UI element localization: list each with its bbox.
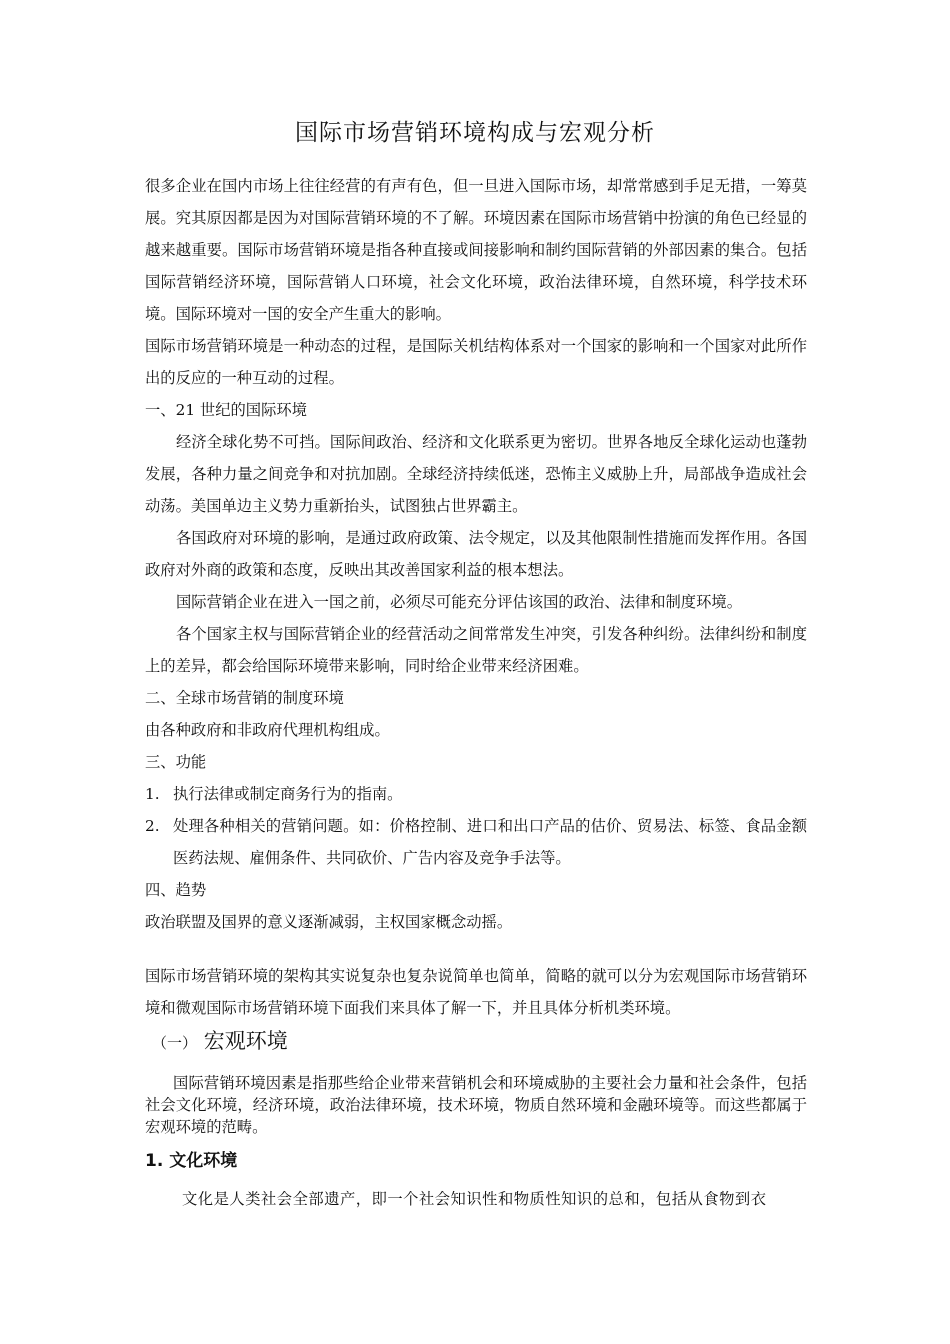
section1-paragraph-2: 各国政府对环境的影响，是通过政府政策、法令规定，以及其他限制性措施而发挥作用。各国政府对外商的政策和态度，反映出其改善国家利益的根本想法。 — [145, 529, 807, 579]
macro-heading-text: 宏观环境 — [203, 1029, 288, 1053]
functions-list — [145, 778, 807, 874]
bridge-paragraph: 国际市场营销环境的架构其实说复杂也复杂说简单也简单，简略的就可以分为宏观国际市场营销环境和微观国际市场营销环境下面我们来具体了解一下，并且具体分析机类环境。 — [145, 967, 807, 1017]
macro-heading-number: （一） — [152, 1034, 198, 1052]
list-item — [145, 778, 807, 810]
section2-heading: 二、全球市场营销的制度环境 — [145, 689, 344, 707]
intro-paragraph-1: 很多企业在国内市场上往往经营的有声有色，但一旦进入国际市场，却常常感到手足无措，一筹莫展。究其原因都是因为对国际营销环境的不了解。环境因素在国际市场营销中扮演的角色已经显的越来越重要。国际市场营销环境是指各种直接或间接影响和制约国际营销的外部因素的集合。包括国际营销经济环境，国际营销人口环境，社会文化环境，政治法律环境，自然环境，科学技术环境。国际环境对一国的安全产生重大的影响。 — [145, 177, 807, 323]
section1-paragraph-1: 经济全球化势不可挡。国际间政治、经济和文化联系更为密切。世界各地反全球化运动也蓬勃发展，各种力量之间竞争和对抗加剧。全球经济持续低迷，恐怖主义威胁上升，局部战争造成社会动荡。美国单边主义势力重新抬头，试图独占世界霸主。 — [145, 433, 807, 515]
list-item-number: 2. — [145, 817, 160, 835]
paragraph-gap — [145, 938, 807, 960]
culture-heading: 1. 文化环境 — [145, 1151, 238, 1171]
section1-heading: 一、21 世纪的国际环境 — [145, 401, 307, 419]
list-item — [145, 810, 807, 874]
list-item-number: 1. — [145, 785, 160, 803]
section4-text: 政治联盟及国界的意义逐渐减弱，主权国家概念动摇。 — [145, 913, 513, 931]
section1-paragraph-3: 国际营销企业在进入一国之前，必须尽可能充分评估该国的政治、法律和制度环境。 — [176, 593, 742, 611]
macro-paragraph: 国际营销环境因素是指那些给企业带来营销机会和环境威胁的主要社会力量和社会条件，包括社会文化环境，经济环境，政治法律环境，技术环境，物质自然环境和金融环境等。而这些都属于宏观环境的范畴。 — [145, 1074, 807, 1136]
section3-heading: 三、功能 — [145, 753, 207, 771]
list-item-text: 处理各种相关的营销问题。如：价格控制、进口和出口产品的估价、贸易法、标签、食品金额医药法规、雇佣条件、共同砍价、广告内容及竞争手法等。 — [173, 817, 807, 867]
list-item-text: 执行法律或制定商务行为的指南。 — [173, 785, 403, 803]
section4-heading: 四、趋势 — [145, 881, 207, 899]
section2-text: 由各种政府和非政府代理机构组成。 — [145, 721, 390, 739]
main-body — [145, 170, 807, 1024]
macro-heading — [152, 1026, 288, 1058]
document-title: 国际市场营销环境构成与宏观分析 — [295, 120, 655, 146]
section1-paragraph-4: 各个国家主权与国际营销企业的经营活动之间常常发生冲突，引发各种纠纷。法律纠纷和制度上的差异，都会给国际环境带来影响，同时给企业带来经济困难。 — [145, 625, 807, 675]
culture-paragraph: 文化是人类社会全部遗产，即一个社会知识性和物质性知识的总和，包括从食物到衣 — [182, 1190, 767, 1208]
intro-paragraph-2: 国际市场营销环境是一种动态的过程，是国际关机结构体系对一个国家的影响和一个国家对此所作出的反应的一种互动的过程。 — [145, 337, 807, 387]
